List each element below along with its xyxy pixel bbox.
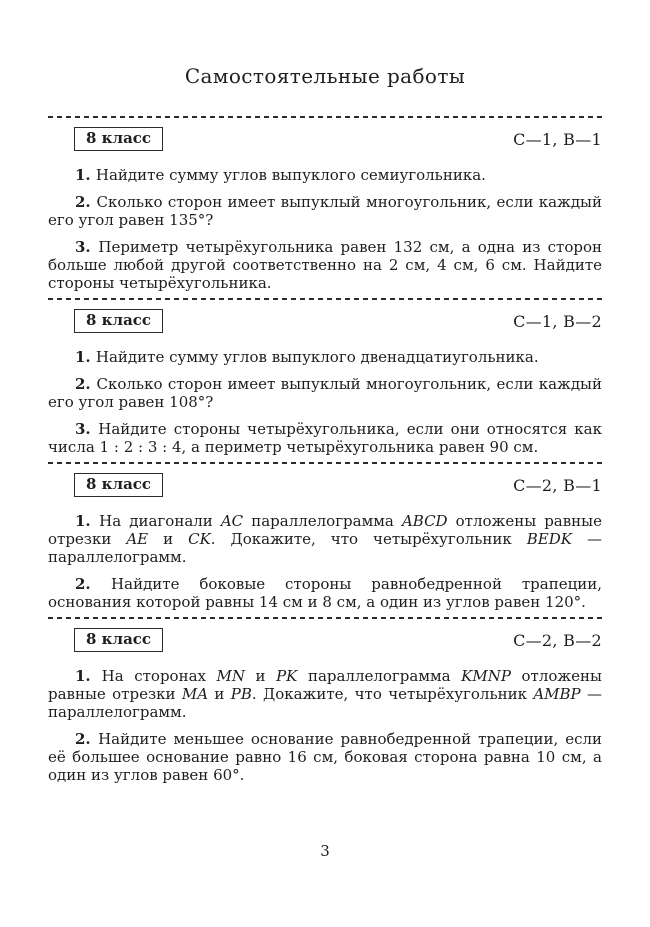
text-run: — параллелограмм. (48, 685, 602, 721)
text-run: CK (188, 530, 211, 548)
text-run: Сколько сторон имеет выпуклый многоугольник, если каждый его угол равен 135°? (48, 193, 602, 229)
problem-text (48, 166, 602, 184)
textbook-page (0, 62, 650, 927)
text-run: 2. (75, 375, 97, 393)
text-run: 2. (75, 193, 97, 211)
variant-label: С—2, В—1 (513, 475, 602, 495)
problem-list (48, 166, 602, 292)
text-run: 2. (75, 575, 112, 593)
problem-text (48, 730, 602, 784)
text-run: Найдите меньшее основание равнобедренной трапеции, если её большее основание равно 16 см, боковая сторона равна 10 см, а один из углов равен 60°. (48, 730, 602, 784)
text-run: Периметр четырёхугольника равен 132 см, а одна из сторон больше любой другой соответственно на 2 см, 4 см, 6 см. Найдите стороны четырёхугольника. (48, 238, 602, 292)
variant-label: С—2, В—2 (513, 630, 602, 650)
problem-text (48, 348, 602, 366)
problem-text (48, 575, 602, 611)
text-run: 1. (75, 166, 96, 184)
problem-text (48, 238, 602, 292)
text-run: На диагонали (99, 512, 221, 530)
grade-label: 8 класс (86, 630, 152, 648)
text-run: 3. (75, 238, 99, 256)
dashed-divider (48, 462, 602, 464)
section-header (48, 309, 602, 333)
grade-badge (74, 309, 163, 333)
text-run: На сторонах (101, 667, 217, 685)
text-run: 3. (75, 420, 99, 438)
text-run: AE (126, 530, 149, 548)
text-run: отложены равные отрезки (48, 512, 602, 548)
section-header (48, 628, 602, 652)
text-run: отложены равные отрезки (48, 667, 602, 703)
text-run: и (148, 530, 189, 548)
problem-text (48, 512, 602, 566)
text-run: PB (230, 685, 252, 703)
problem-list (48, 667, 602, 784)
text-run: Сколько сторон имеет выпуклый многоугольник, если каждый его угол равен 108°? (48, 375, 602, 411)
text-run: . Докажите, что четырёхугольник (210, 530, 527, 548)
dashed-divider (48, 116, 602, 118)
text-run: BEDK (526, 530, 572, 548)
problem-text (48, 193, 602, 229)
text-run: . Докажите, что четырёхугольник (251, 685, 534, 703)
worksheet-section-c1-v1 (48, 116, 602, 298)
grade-badge (74, 127, 163, 151)
text-run: и (245, 667, 277, 685)
dashed-divider (48, 298, 602, 300)
variant-label: С—1, В—1 (513, 129, 602, 149)
text-run: — параллелограмм. (48, 530, 602, 566)
grade-label: 8 класс (86, 475, 152, 493)
text-run: 1. (75, 512, 100, 530)
grade-label: 8 класс (86, 129, 152, 147)
text-run: Найдите сумму углов выпуклого семиугольника. (95, 166, 486, 184)
page-title: Самостоятельные работы (184, 64, 466, 88)
text-run: 1. (75, 348, 96, 366)
text-run: параллелограмма (297, 667, 462, 685)
text-run: PK (276, 667, 298, 685)
text-run: параллелограмма (243, 512, 402, 530)
variant-label: С—1, В—2 (513, 311, 602, 331)
text-run: AMBP (533, 685, 581, 703)
worksheet-section-c2-v1 (48, 462, 602, 617)
dashed-divider (48, 617, 602, 619)
text-run: 2. (75, 730, 99, 748)
text-run: MN (216, 667, 246, 685)
problem-text (48, 667, 602, 721)
problem-list (48, 512, 602, 611)
worksheet-section-c1-v2 (48, 298, 602, 462)
text-run: Найдите сумму углов выпуклого двенадцатиугольника. (95, 348, 539, 366)
text-run: Найдите стороны четырёхугольника, если они относятся как числа 1 : 2 : 3 : 4, а периметр четырёхугольника равен 90 см. (48, 420, 602, 456)
worksheet-section-c2-v2 (48, 617, 602, 790)
text-run: KMNP (461, 667, 511, 685)
page-number: 3 (320, 842, 330, 860)
grade-badge (74, 628, 163, 652)
grade-label: 8 класс (86, 311, 152, 329)
problem-list (48, 348, 602, 456)
text-run: MA (181, 685, 209, 703)
text-run: ABCD (401, 512, 448, 530)
text-run: 1. (75, 667, 102, 685)
text-run: AC (220, 512, 244, 530)
problem-text (48, 375, 602, 411)
problem-text (48, 420, 602, 456)
grade-badge (74, 473, 163, 497)
section-header (48, 127, 602, 151)
text-run: Найдите боковые стороны равнобедренной трапеции, основания которой равны 14 см и 8 см, а один из углов равен 120°. (48, 575, 602, 611)
section-header (48, 473, 602, 497)
text-run: и (208, 685, 231, 703)
